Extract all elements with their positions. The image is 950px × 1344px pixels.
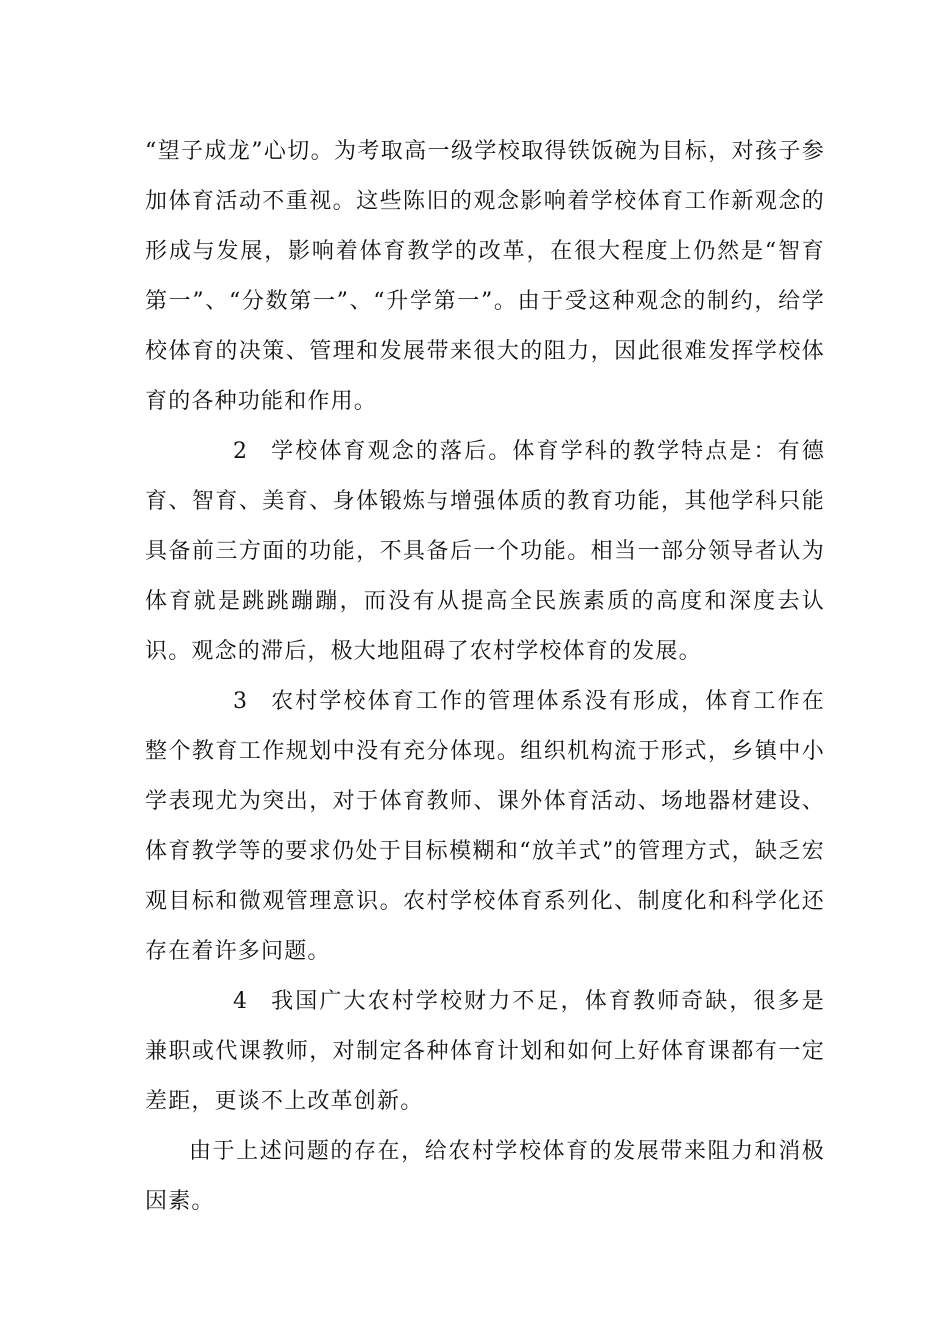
paragraph-number: 2 bbox=[233, 439, 249, 464]
paragraph-item-4 bbox=[145, 977, 825, 1127]
paragraph-conclusion bbox=[145, 1127, 825, 1227]
paragraph-text: 学校体育观念的落后。体育学科的教学特点是：有德育、智育、美育、身体锻炼与增强体质的教育功能，其他学科只能具备前三方面的功能，不具备后一个功能。相当一部分领导者认为体育就是跳跳蹦蹦，而没有从提高全民族素质的高度和深度去认识。观念的滞后，极大地阻碍了农村学校体育的发展。 bbox=[145, 439, 825, 664]
paragraph-item-2 bbox=[145, 427, 825, 677]
paragraph-number: 3 bbox=[233, 689, 249, 714]
paragraph-continuation bbox=[145, 127, 825, 427]
paragraph-text: 我国广大农村学校财力不足，体育教师奇缺，很多是兼职或代课教师，对制定各种体育计划和如何上好体育课都有一定差距，更谈不上改革创新。 bbox=[145, 989, 825, 1114]
paragraph-text: 由于上述问题的存在，给农村学校体育的发展带来阻力和消极因素。 bbox=[145, 1139, 825, 1214]
paragraph-item-3 bbox=[145, 677, 825, 977]
paragraph-number: 4 bbox=[233, 989, 249, 1014]
document-body bbox=[145, 127, 825, 1227]
paragraph-text: “望子成龙”心切。为考取高一级学校取得铁饭碗为目标，对孩子参加体育活动不重视。这些陈旧的观念影响着学校体育工作新观念的形成与发展，影响着体育教学的改革，在很大程度上仍然是“智育第一”、“分数第一”、“升学第一”。由于受这种观念的制约，给学校体育的决策、管理和发展带来很大的阻力，因此很难发挥学校体育的各种功能和作用。 bbox=[145, 139, 825, 414]
paragraph-text: 农村学校体育工作的管理体系没有形成，体育工作在整个教育工作规划中没有充分体现。组织机构流于形式，乡镇中小学表现尤为突出，对于体育教师、课外体育活动、场地器材建设、体育教学等的要求仍处于目标模糊和“放羊式”的管理方式，缺乏宏观目标和微观管理意识。农村学校体育系列化、制度化和科学化还存在着许多问题。 bbox=[145, 689, 825, 964]
